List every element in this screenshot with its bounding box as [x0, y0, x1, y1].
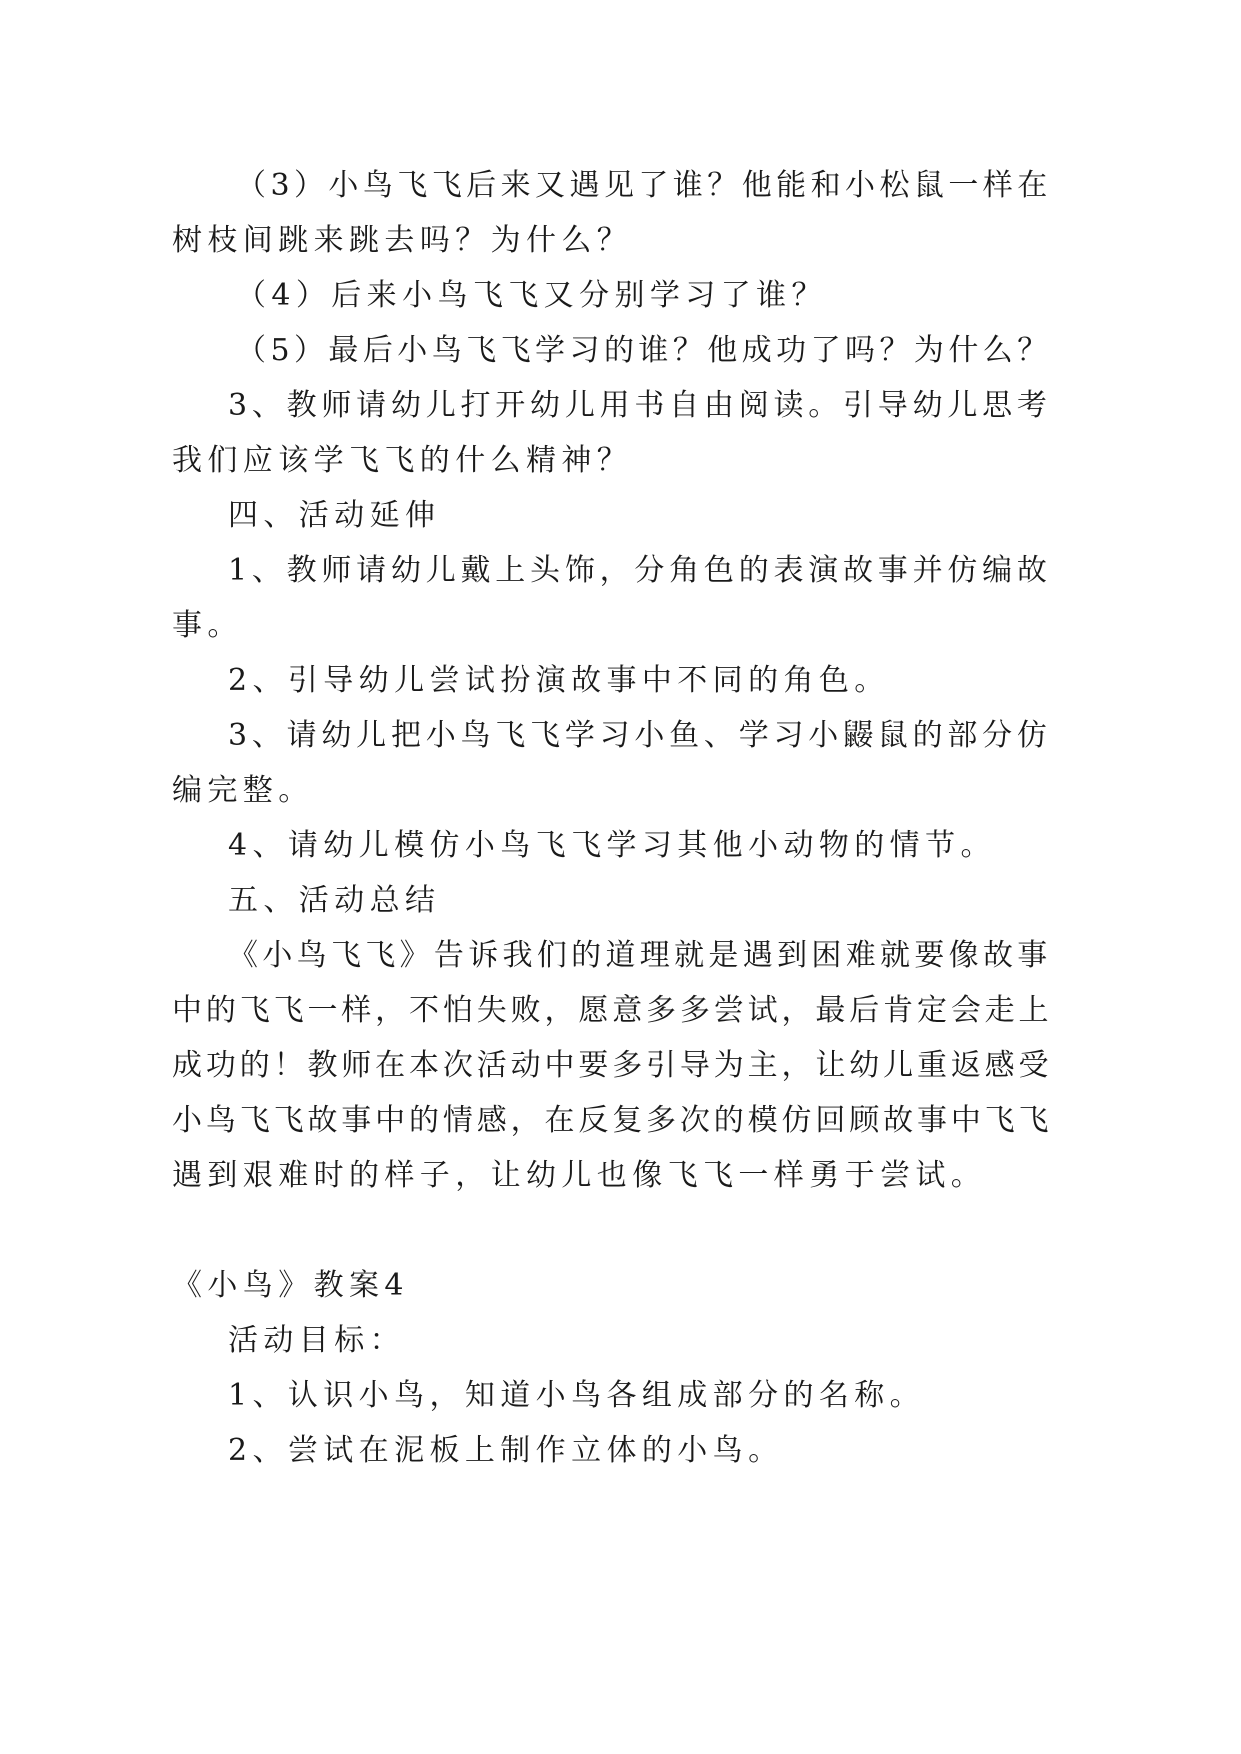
- text-line: （4）后来小鸟飞飞又分别学习了谁？: [236, 278, 827, 313]
- section-heading: 四、活动延伸: [228, 498, 441, 533]
- text-line: 小鸟飞飞故事中的情感，在反复多次的模仿回顾故事中飞飞: [172, 1103, 1053, 1138]
- text-line: 3、教师请幼儿打开幼儿用书自由阅读。引导幼儿思考: [228, 388, 1052, 423]
- text-line: 1、教师请幼儿戴上头饰，分角色的表演故事并仿编故: [228, 553, 1052, 588]
- text-line: 4、请幼儿模仿小鸟飞飞学习其他小动物的情节。: [228, 828, 996, 863]
- text-line: 1、认识小鸟，知道小鸟各组成部分的名称。: [228, 1378, 926, 1413]
- text-line: （3）小鸟飞飞后来又遇见了谁？他能和小松鼠一样在: [236, 168, 1052, 203]
- text-line: 3、请幼儿把小鸟飞飞学习小鱼、学习小鼹鼠的部分仿: [228, 718, 1052, 753]
- text-line: 2、引导幼儿尝试扮演故事中不同的角色。: [228, 663, 890, 698]
- text-line: 我们应该学飞飞的什么精神？: [172, 443, 633, 478]
- text-line: 成功的！教师在本次活动中要多引导为主，让幼儿重返感受: [172, 1048, 1053, 1083]
- text-line: 活动目标：: [228, 1323, 405, 1358]
- lesson-plan-title: 《小鸟》教案4: [172, 1268, 409, 1303]
- text-line: 中的飞飞一样，不怕失败，愿意多多尝试，最后肯定会走上: [172, 993, 1053, 1028]
- text-line: 2、尝试在泥板上制作立体的小鸟。: [228, 1433, 784, 1468]
- text-line: 事。: [172, 608, 243, 643]
- section-heading: 五、活动总结: [228, 883, 441, 918]
- text-line: 树枝间跳来跳去吗？为什么？: [172, 223, 633, 258]
- text-line: （5）最后小鸟飞飞学习的谁？他成功了吗？为什么？: [236, 333, 1052, 368]
- text-line: 编完整。: [172, 773, 314, 808]
- text-line: 《小鸟飞飞》告诉我们的道理就是遇到困难就要像故事: [228, 938, 1052, 973]
- text-line: 遇到艰难时的样子，让幼儿也像飞飞一样勇于尝试。: [172, 1158, 987, 1193]
